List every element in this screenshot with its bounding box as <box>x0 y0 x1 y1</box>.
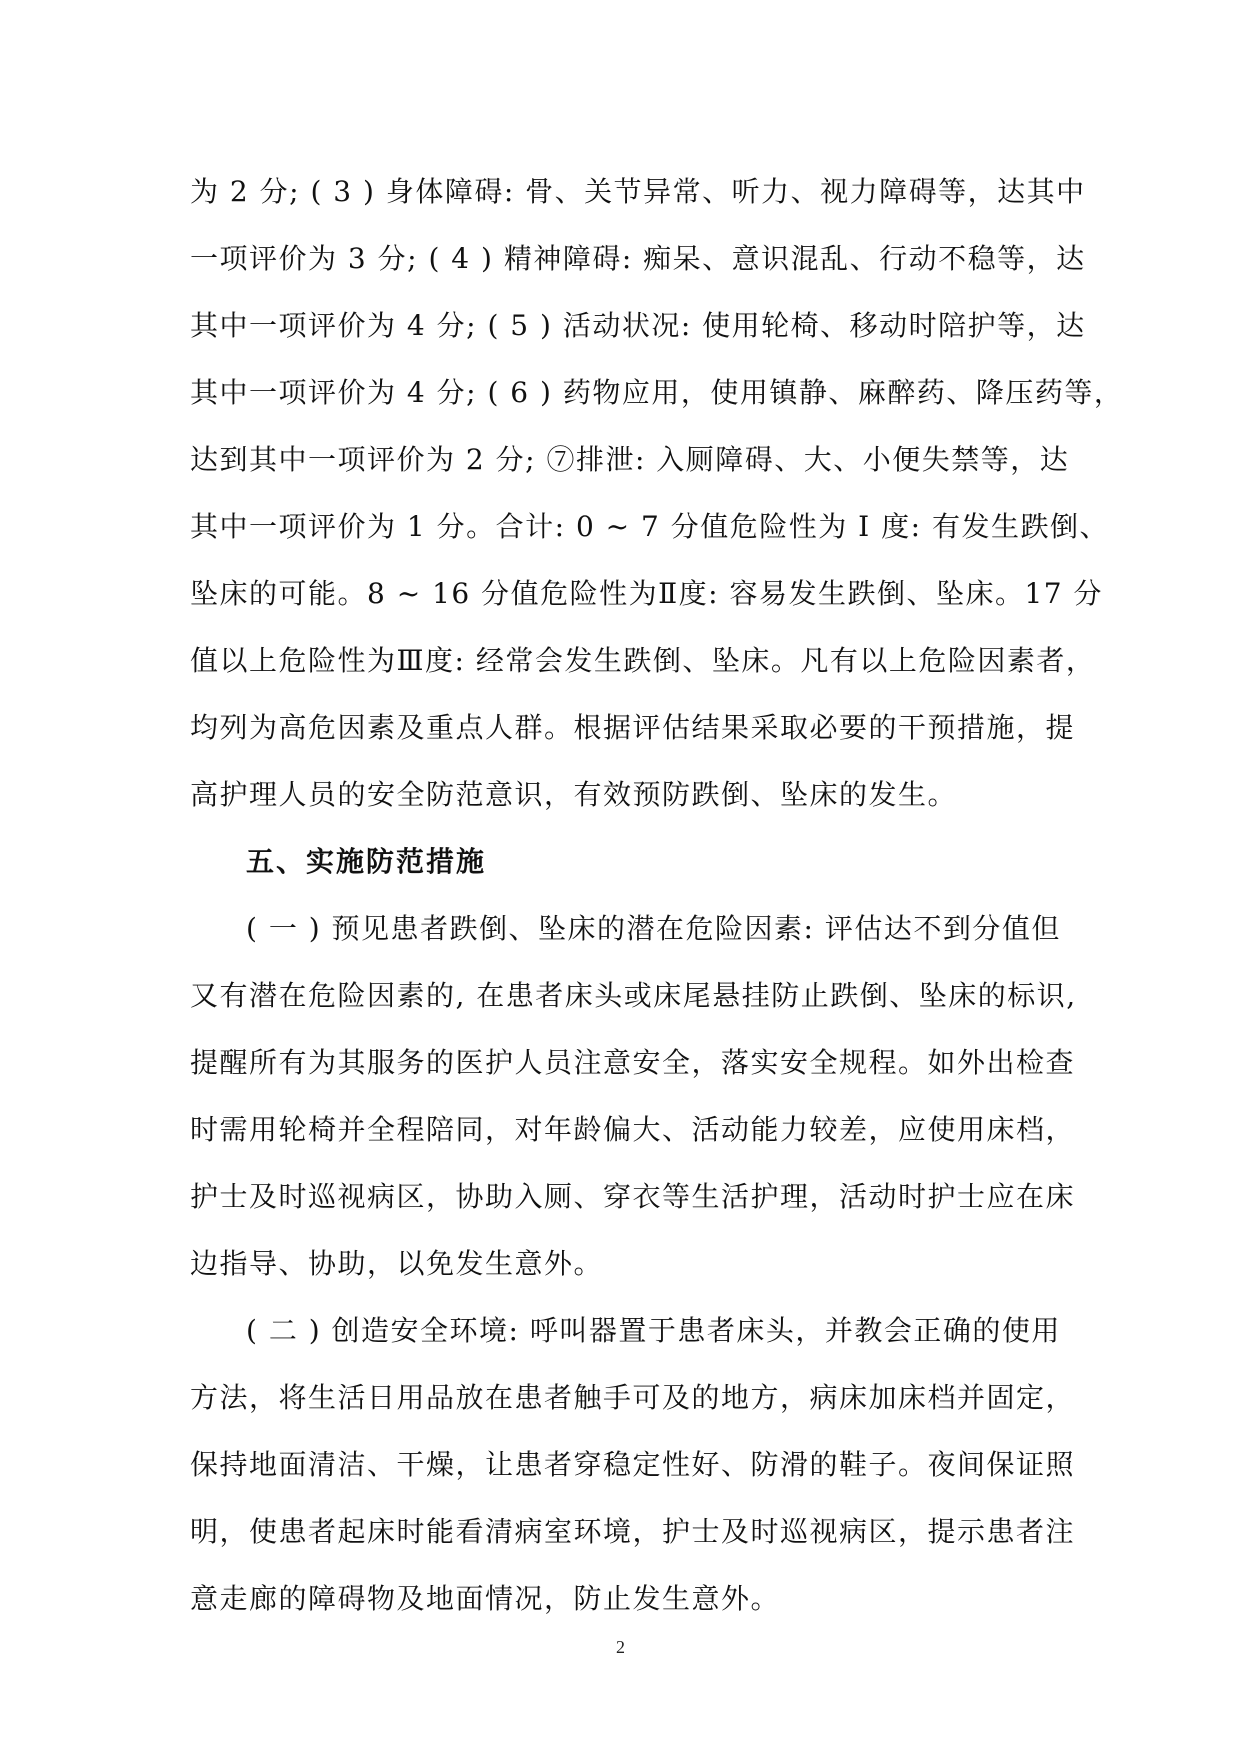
paragraph-safe-environment <box>190 1297 1076 1632</box>
paragraph-line: 其中一项评价为 4 分; ( 5 ) 活动状况: 使用轮椅、移动时陪护等，达 <box>190 309 1086 342</box>
paragraph-line: 高护理人员的安全防范意识，有效预防跌倒、坠床的发生。 <box>190 778 958 811</box>
paragraph-line: 为 2 分; ( 3 ) 身体障碍: 骨、关节异常、听力、视力障碍等，达其中 <box>190 175 1086 208</box>
page-number: 2 <box>616 1637 625 1657</box>
paragraph-line: 提醒所有为其服务的医护人员注意安全，落实安全规程。如外出检查 <box>190 1046 1076 1079</box>
paragraph-line: 明，使患者起床时能看清病室环境，护士及时巡视病区，提示患者注 <box>190 1515 1076 1548</box>
paragraph-line: 护士及时巡视病区，协助入厕、穿衣等生活护理，活动时护士应在床 <box>190 1180 1076 1213</box>
paragraph-line: 坠床的可能。8 ~ 16 分值危险性为Ⅱ度: 容易发生跌倒、坠床。17 分 <box>190 577 1104 610</box>
body-text <box>190 158 1124 1632</box>
paragraph-line: ( 一 ) 预见患者跌倒、坠床的潜在危险因素: 评估达不到分值但 <box>246 912 1061 945</box>
paragraph-line: 其中一项评价为 4 分; ( 6 ) 药物应用，使用镇静、麻醉药、降压药等， <box>190 376 1124 409</box>
paragraph-line: 保持地面清洁、干燥，让患者穿稳定性好、防滑的鞋子。夜间保证照 <box>190 1448 1076 1481</box>
paragraph-scoring <box>190 158 1124 828</box>
paragraph-line: 时需用轮椅并全程陪同，对年龄偏大、活动能力较差，应使用床档， <box>190 1113 1076 1146</box>
paragraph-anticipate-risks <box>190 895 1077 1297</box>
paragraph-line: ( 二 ) 创造安全环境: 呼叫器置于患者床头，并教会正确的使用 <box>246 1314 1061 1347</box>
paragraph-line: 其中一项评价为 1 分。合计: 0 ~ 7 分值危险性为 I 度: 有发生跌倒、 <box>190 510 1109 543</box>
paragraph-line: 边指导、协助，以免发生意外。 <box>190 1247 604 1280</box>
paragraph-line: 意走廊的障碍物及地面情况，防止发生意外。 <box>190 1582 781 1615</box>
paragraph-line: 方法，将生活日用品放在患者触手可及的地方，病床加床档并固定， <box>190 1381 1076 1414</box>
section-heading: 五、实施防范措施 <box>246 845 487 878</box>
paragraph-line: 达到其中一项评价为 2 分; ⑦排泄: 入厕障碍、大、小便失禁等，达 <box>190 443 1070 476</box>
paragraph-line: 值以上危险性为Ⅲ度: 经常会发生跌倒、坠床。凡有以上危险因素者， <box>190 644 1096 677</box>
paragraph-line: 一项评价为 3 分; ( 4 ) 精神障碍: 痴呆、意识混乱、行动不稳等，达 <box>190 242 1086 275</box>
paragraph-line: 均列为高危因素及重点人群。根据评估结果采取必要的干预措施，提 <box>190 711 1076 744</box>
paragraph-line: 又有潜在危险因素的, 在患者床头或床尾悬挂防止跌倒、坠床的标识, <box>190 979 1077 1012</box>
